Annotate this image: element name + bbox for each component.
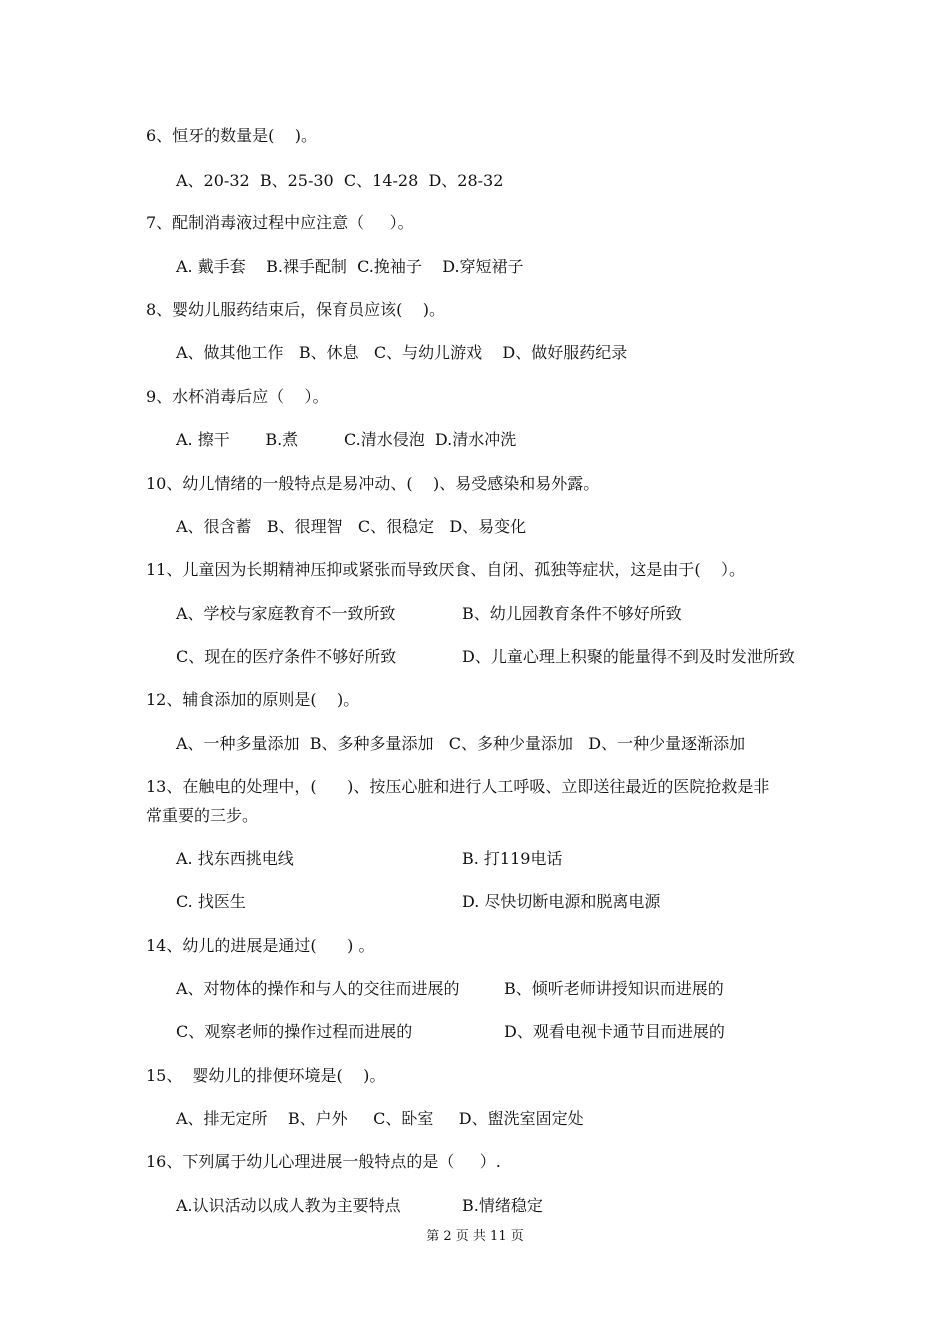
q13-option-c: C. 找医生: [176, 892, 246, 911]
q8-stem: 8、婴幼儿服药结束后，保育员应该( )。: [146, 300, 446, 319]
q15-stem: 15、 婴幼儿的排便环境是( )。: [146, 1066, 386, 1085]
q13-option-a: A. 找东西挑电线: [176, 849, 294, 868]
q7-stem: 7、配制消毒液过程中应注意（ ）。: [146, 213, 414, 232]
q11-stem: 11、儿童因为长期精神压抑或紧张而导致厌食、自闭、孤独等症状，这是由于( ）。: [146, 560, 745, 579]
q6-stem: 6、恒牙的数量是( )。: [146, 126, 318, 145]
q13-option-b: B. 打119电话: [462, 849, 563, 868]
q14-option-b: B、倾听老师讲授知识而进展的: [504, 979, 724, 998]
q14-stem: 14、幼儿的进展是通过( ) 。: [146, 936, 375, 955]
q13-stem-line1: 13、在触电的处理中，( )、按压心脏和进行人工呼吸、立即送往最近的医院抢救是非: [146, 777, 770, 796]
q16-option-a: A.认识活动以成人教为主要特点: [176, 1196, 401, 1215]
q10-options: A、很含蓄 B、很理智 C、很稳定 D、易变化: [176, 517, 527, 536]
q12-stem: 12、辅食添加的原则是( )。: [146, 690, 360, 709]
q14-option-a: A、对物体的操作和与人的交往而进展的: [176, 979, 460, 998]
q16-option-b: B.情绪稳定: [462, 1196, 543, 1215]
q14-option-d: D、观看电视卡通节目而进展的: [504, 1022, 725, 1041]
q14-option-c: C、观察老师的操作过程而进展的: [176, 1022, 413, 1041]
q11-option-d: D、儿童心理上积聚的能量得不到及时发泄所致: [462, 647, 795, 666]
q9-options: A. 擦干 B.煮 C.清水侵泡 D.清水冲洗: [176, 430, 517, 449]
q16-stem: 16、下列属于幼儿心理进展一般特点的是（ ）.: [146, 1152, 501, 1171]
page-footer: 第 2 页 共 11 页: [426, 1229, 524, 1244]
q12-options: A、一种多量添加 B、多种多量添加 C、多种少量添加 D、一种少量逐渐添加: [176, 734, 746, 753]
q11-option-b: B、幼儿园教育条件不够好所致: [462, 604, 682, 623]
q11-option-a: A、学校与家庭教育不一致所致: [176, 604, 396, 623]
q8-options: A、做其他工作 B、休息 C、与幼儿游戏 D、做好服药纪录: [176, 343, 628, 362]
q6-options: A、20-32 B、25-30 C、14-28 D、28-32: [176, 171, 504, 190]
q15-options: A、排无定所 B、户外 C、卧室 D、盥洗室固定处: [176, 1109, 584, 1128]
q10-stem: 10、幼儿情绪的一般特点是易冲动、( )、易受感染和易外露。: [146, 474, 600, 493]
q13-stem-line2: 常重要的三步。: [146, 806, 259, 825]
q9-stem: 9、水杯消毒后应（ ）。: [146, 387, 329, 406]
q7-options: A. 戴手套 B.裸手配制 C.挽袖子 D.穿短裙子: [176, 257, 524, 276]
q13-option-d: D. 尽快切断电源和脱离电源: [462, 892, 661, 911]
q11-option-c: C、现在的医疗条件不够好所致: [176, 647, 397, 666]
